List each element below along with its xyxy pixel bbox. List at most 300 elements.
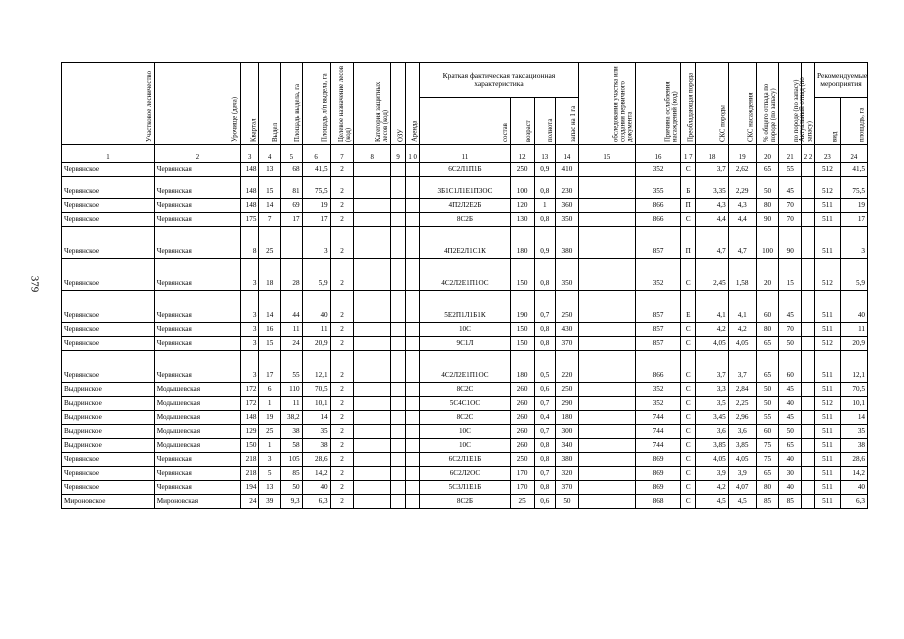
cell-sksn: 2,96 xyxy=(728,411,756,425)
column-number-row xyxy=(62,145,868,163)
cell-pr: 866 xyxy=(635,351,680,383)
cell-p21: 40 xyxy=(779,481,802,495)
cell-vid: 511 xyxy=(814,411,840,425)
cell-ur: Модышевская xyxy=(154,397,240,411)
cell-empty xyxy=(391,397,406,411)
table-row xyxy=(62,495,868,509)
cell-empty xyxy=(354,323,391,337)
column-number-cell: 16 xyxy=(635,145,680,163)
cell-vd: 1 xyxy=(259,397,281,411)
cell-vid: 511 xyxy=(814,227,840,259)
cell-vid: 512 xyxy=(814,177,840,199)
cell-pr: 352 xyxy=(635,397,680,411)
cell-sksp: 4,05 xyxy=(696,337,728,351)
cell-por: С xyxy=(681,351,696,383)
cell-pl: 0,8 xyxy=(534,177,556,199)
cell-empty xyxy=(391,291,406,323)
cell-empty xyxy=(354,199,391,213)
cell-vd: 13 xyxy=(259,481,281,495)
cell-ur: Червянская xyxy=(154,467,240,481)
cell-vz: 250 xyxy=(510,163,534,177)
cell-sksp: 3,85 xyxy=(696,439,728,453)
cell-p20: 50 xyxy=(756,397,779,411)
header-cell: вид xyxy=(814,98,840,145)
cell-p20: 80 xyxy=(756,323,779,337)
table-row xyxy=(62,383,868,397)
cell-empty xyxy=(354,439,391,453)
cell-empty xyxy=(802,259,815,291)
cell-les: Червянское xyxy=(62,259,155,291)
column-number-cell: 1 7 xyxy=(681,145,696,163)
cell-kv: 150 xyxy=(241,439,259,453)
column-number-cell: 4 xyxy=(259,145,281,163)
cell-sost: 4П2Л2Е2Б xyxy=(420,199,511,213)
cell-plg: 19 xyxy=(840,199,867,213)
cell-vid: 511 xyxy=(814,199,840,213)
cell-les: Червянское xyxy=(62,453,155,467)
cell-s: 44 xyxy=(281,291,303,323)
cell-pl: 0,7 xyxy=(534,467,556,481)
cell-plg: 11 xyxy=(840,323,867,337)
cell-sksp: 4,3 xyxy=(696,199,728,213)
cell-plg: 20,9 xyxy=(840,337,867,351)
cell-vz: 25 xyxy=(510,495,534,509)
cell-zp: 380 xyxy=(556,227,579,259)
column-number-cell: 8 xyxy=(354,145,391,163)
cell-vid: 512 xyxy=(814,337,840,351)
column-number-cell: 12 xyxy=(510,145,534,163)
cell-empty xyxy=(406,351,420,383)
cell-p21: 40 xyxy=(779,453,802,467)
cell-empty xyxy=(802,411,815,425)
column-number-cell: 5 xyxy=(281,145,303,163)
cell-p21: 45 xyxy=(779,383,802,397)
cell-por: С xyxy=(681,481,696,495)
cell-por: С xyxy=(681,213,696,227)
cell-kv: 172 xyxy=(241,397,259,411)
cell-zp: 230 xyxy=(556,177,579,199)
cell-s: 11 xyxy=(281,397,303,411)
column-number-cell: 15 xyxy=(578,145,635,163)
cell-pr: 744 xyxy=(635,439,680,453)
cell-sp: 38 xyxy=(302,439,330,453)
cell-kv: 218 xyxy=(241,467,259,481)
cell-empty xyxy=(391,177,406,199)
cell-les: Червянское xyxy=(62,163,155,177)
cell-les: Червянское xyxy=(62,481,155,495)
header-cell: полнота xyxy=(534,98,556,145)
cell-kv: 3 xyxy=(241,291,259,323)
cell-sost: 10С xyxy=(420,425,511,439)
cell-vid: 511 xyxy=(814,323,840,337)
cell-kv: 3 xyxy=(241,259,259,291)
cell-s: 38,2 xyxy=(281,411,303,425)
table-header xyxy=(62,63,868,163)
cell-sp: 28,6 xyxy=(302,453,330,467)
cell-empty xyxy=(354,259,391,291)
cell-vd: 18 xyxy=(259,259,281,291)
cell-sost: 10С xyxy=(420,439,511,453)
cell-vd: 3 xyxy=(259,453,281,467)
table-row xyxy=(62,213,868,227)
table-row xyxy=(62,397,868,411)
cell-sksp: 4,5 xyxy=(696,495,728,509)
cell-vid: 511 xyxy=(814,351,840,383)
cell-cn: 2 xyxy=(330,337,354,351)
cell-kv: 172 xyxy=(241,383,259,397)
cell-s: 17 xyxy=(281,213,303,227)
cell-empty xyxy=(391,439,406,453)
cell-kv: 8 xyxy=(241,227,259,259)
cell-ur: Червянская xyxy=(154,337,240,351)
table-row xyxy=(62,467,868,481)
cell-sp: 6,3 xyxy=(302,495,330,509)
header-cell: Выдел xyxy=(259,63,281,145)
cell-empty xyxy=(391,351,406,383)
cell-kv: 3 xyxy=(241,323,259,337)
cell-empty xyxy=(578,425,635,439)
cell-cn: 2 xyxy=(330,467,354,481)
cell-empty xyxy=(578,213,635,227)
cell-sksn: 3,6 xyxy=(728,425,756,439)
table-row xyxy=(62,337,868,351)
cell-vd: 19 xyxy=(259,411,281,425)
cell-sksn: 4,4 xyxy=(728,213,756,227)
cell-empty xyxy=(391,337,406,351)
cell-vd: 14 xyxy=(259,199,281,213)
cell-vz: 260 xyxy=(510,411,534,425)
cell-pr: 869 xyxy=(635,453,680,467)
header-cell: Категория защитных лесов (код) xyxy=(354,63,391,145)
cell-s: 58 xyxy=(281,439,303,453)
cell-cn: 2 xyxy=(330,213,354,227)
cell-p21: 70 xyxy=(779,323,802,337)
cell-vd: 25 xyxy=(259,425,281,439)
cell-p21: 55 xyxy=(779,163,802,177)
cell-sksp: 3,5 xyxy=(696,397,728,411)
cell-empty xyxy=(354,163,391,177)
cell-les: Выдринское xyxy=(62,425,155,439)
cell-empty xyxy=(406,291,420,323)
cell-sp: 40 xyxy=(302,291,330,323)
column-number-cell: 24 xyxy=(840,145,867,163)
cell-empty xyxy=(354,397,391,411)
cell-por: С xyxy=(681,467,696,481)
cell-sksn: 3,9 xyxy=(728,467,756,481)
cell-pl: 0,8 xyxy=(534,259,556,291)
column-number-cell: 1 xyxy=(62,145,155,163)
cell-sksn: 4,05 xyxy=(728,337,756,351)
table-row xyxy=(62,425,868,439)
cell-vd: 39 xyxy=(259,495,281,509)
cell-sp: 70,5 xyxy=(302,383,330,397)
cell-pr: 857 xyxy=(635,323,680,337)
cell-empty xyxy=(354,383,391,397)
cell-sksp: 4,1 xyxy=(696,291,728,323)
cell-sksp: 3,6 xyxy=(696,425,728,439)
cell-sksn: 2,84 xyxy=(728,383,756,397)
cell-empty xyxy=(802,495,815,509)
cell-vz: 260 xyxy=(510,425,534,439)
cell-empty xyxy=(406,439,420,453)
cell-zp: 370 xyxy=(556,337,579,351)
cell-sksn: 4,05 xyxy=(728,453,756,467)
header-cell: по породе (по запасу) xyxy=(779,63,802,145)
cell-empty xyxy=(391,199,406,213)
cell-sp: 20,9 xyxy=(302,337,330,351)
cell-cn: 2 xyxy=(330,411,354,425)
cell-empty xyxy=(391,383,406,397)
page-number: 379 xyxy=(28,275,41,293)
cell-empty xyxy=(406,213,420,227)
cell-sksn: 2,62 xyxy=(728,163,756,177)
cell-zp: 290 xyxy=(556,397,579,411)
column-number-cell: 2 2 xyxy=(802,145,815,163)
cell-sksn: 4,7 xyxy=(728,227,756,259)
cell-p21: 45 xyxy=(779,177,802,199)
cell-vid: 511 xyxy=(814,453,840,467)
cell-empty xyxy=(802,383,815,397)
cell-vid: 511 xyxy=(814,439,840,453)
cell-kv: 24 xyxy=(241,495,259,509)
cell-sp: 41,5 xyxy=(302,163,330,177)
cell-sksp: 2,45 xyxy=(696,259,728,291)
cell-pl: 0,5 xyxy=(534,351,556,383)
cell-plg: 38 xyxy=(840,439,867,453)
cell-p20: 50 xyxy=(756,177,779,199)
column-number-cell: 18 xyxy=(696,145,728,163)
cell-zp: 340 xyxy=(556,439,579,453)
column-number-cell: 11 xyxy=(420,145,511,163)
forest-sanitary-table xyxy=(61,62,868,509)
cell-plg: 3 xyxy=(840,227,867,259)
cell-ur: Червянская xyxy=(154,259,240,291)
cell-sp: 14,2 xyxy=(302,467,330,481)
cell-zp: 350 xyxy=(556,259,579,291)
header-cell: СКС насаждения xyxy=(728,63,756,145)
cell-vz: 250 xyxy=(510,453,534,467)
cell-les: Червянское xyxy=(62,337,155,351)
cell-zp: 250 xyxy=(556,291,579,323)
cell-pr: 866 xyxy=(635,213,680,227)
cell-sksp: 3,7 xyxy=(696,351,728,383)
cell-p21: 85 xyxy=(779,495,802,509)
cell-zp: 370 xyxy=(556,481,579,495)
header-cell: Преобладающая порода xyxy=(681,63,696,145)
header-cell: возраст xyxy=(510,98,534,145)
cell-kv: 194 xyxy=(241,481,259,495)
cell-vd: 17 xyxy=(259,351,281,383)
cell-zp: 360 xyxy=(556,199,579,213)
cell-empty xyxy=(391,411,406,425)
cell-p21: 70 xyxy=(779,199,802,213)
cell-empty xyxy=(578,411,635,425)
cell-p21: 40 xyxy=(779,397,802,411)
cell-sksn: 4,1 xyxy=(728,291,756,323)
cell-ur: Модышевская xyxy=(154,425,240,439)
cell-s: 28 xyxy=(281,259,303,291)
cell-sp: 35 xyxy=(302,425,330,439)
cell-cn: 2 xyxy=(330,453,354,467)
cell-sksn: 3,85 xyxy=(728,439,756,453)
cell-por: С xyxy=(681,453,696,467)
column-number-cell: 9 xyxy=(391,145,406,163)
cell-sp: 40 xyxy=(302,481,330,495)
cell-empty xyxy=(578,453,635,467)
cell-sksp: 3,45 xyxy=(696,411,728,425)
cell-p21: 65 xyxy=(779,439,802,453)
cell-cn: 2 xyxy=(330,397,354,411)
cell-empty xyxy=(578,383,635,397)
cell-vd: 1 xyxy=(259,439,281,453)
cell-pr: 744 xyxy=(635,411,680,425)
cell-empty xyxy=(406,397,420,411)
cell-vz: 120 xyxy=(510,199,534,213)
cell-empty xyxy=(578,199,635,213)
header-cell: Причина ослабления насаждений (код) xyxy=(635,63,680,145)
column-number-cell: 19 xyxy=(728,145,756,163)
table-row xyxy=(62,259,868,291)
cell-vd: 25 xyxy=(259,227,281,259)
cell-empty xyxy=(802,199,815,213)
cell-p21: 70 xyxy=(779,213,802,227)
cell-ur: Модышевская xyxy=(154,411,240,425)
cell-vz: 170 xyxy=(510,467,534,481)
cell-empty xyxy=(406,411,420,425)
cell-les: Червянское xyxy=(62,177,155,199)
cell-zp: 180 xyxy=(556,411,579,425)
cell-vid: 511 xyxy=(814,383,840,397)
header-cell: состав xyxy=(420,98,511,145)
cell-vd: 15 xyxy=(259,177,281,199)
cell-empty xyxy=(406,495,420,509)
cell-cn: 2 xyxy=(330,323,354,337)
cell-empty xyxy=(406,323,420,337)
cell-empty xyxy=(578,177,635,199)
cell-vid: 511 xyxy=(814,213,840,227)
cell-ur: Мироновская xyxy=(154,495,240,509)
cell-pr: 352 xyxy=(635,383,680,397)
cell-sksp: 4,05 xyxy=(696,453,728,467)
cell-pl: 0,8 xyxy=(534,337,556,351)
cell-empty xyxy=(391,163,406,177)
cell-p20: 55 xyxy=(756,411,779,425)
column-number-cell: 14 xyxy=(556,145,579,163)
column-number-cell: 13 xyxy=(534,145,556,163)
cell-cn: 2 xyxy=(330,177,354,199)
cell-pl: 1 xyxy=(534,199,556,213)
cell-empty xyxy=(802,323,815,337)
cell-empty xyxy=(391,323,406,337)
cell-p20: 65 xyxy=(756,467,779,481)
cell-pr: 355 xyxy=(635,177,680,199)
cell-sost: 8С2Б xyxy=(420,495,511,509)
cell-sksn: 4,3 xyxy=(728,199,756,213)
cell-s: 69 xyxy=(281,199,303,213)
cell-p20: 80 xyxy=(756,199,779,213)
cell-les: Выдринское xyxy=(62,397,155,411)
cell-cn: 2 xyxy=(330,163,354,177)
cell-sost: 10С xyxy=(420,323,511,337)
header-cell: ОЗУ xyxy=(391,63,406,145)
cell-plg: 10,1 xyxy=(840,397,867,411)
cell-cn: 2 xyxy=(330,481,354,495)
cell-sp: 10,1 xyxy=(302,397,330,411)
header-cell: Урочище (дача) xyxy=(154,63,240,145)
cell-empty xyxy=(406,177,420,199)
header-group-taxation: Краткая фактическая таксационная характеристика xyxy=(420,63,579,98)
cell-empty xyxy=(406,227,420,259)
cell-plg: 17 xyxy=(840,213,867,227)
cell-sksn: 3,7 xyxy=(728,351,756,383)
cell-plg: 41,5 xyxy=(840,163,867,177)
cell-empty xyxy=(802,397,815,411)
cell-empty xyxy=(802,177,815,199)
cell-vz: 260 xyxy=(510,439,534,453)
cell-p21: 45 xyxy=(779,291,802,323)
cell-vd: 5 xyxy=(259,467,281,481)
cell-pl: 0,8 xyxy=(534,439,556,453)
cell-vid: 512 xyxy=(814,397,840,411)
cell-empty xyxy=(802,439,815,453)
cell-empty xyxy=(354,351,391,383)
cell-empty xyxy=(578,397,635,411)
cell-por: С xyxy=(681,439,696,453)
table-row xyxy=(62,453,868,467)
cell-pr: 869 xyxy=(635,467,680,481)
cell-vd: 6 xyxy=(259,383,281,397)
cell-empty xyxy=(802,425,815,439)
cell-plg: 6,3 xyxy=(840,495,867,509)
cell-p20: 75 xyxy=(756,453,779,467)
cell-ur: Червянская xyxy=(154,163,240,177)
cell-empty xyxy=(406,467,420,481)
column-number-cell: 1 0 xyxy=(406,145,420,163)
cell-les: Выдринское xyxy=(62,383,155,397)
cell-vid: 511 xyxy=(814,291,840,323)
cell-pl: 0,8 xyxy=(534,213,556,227)
cell-les: Червянское xyxy=(62,323,155,337)
cell-les: Червянское xyxy=(62,467,155,481)
cell-vz: 180 xyxy=(510,227,534,259)
cell-pl: 0,8 xyxy=(534,481,556,495)
cell-vid: 511 xyxy=(814,481,840,495)
cell-pr: 352 xyxy=(635,163,680,177)
cell-empty xyxy=(802,337,815,351)
cell-por: Е xyxy=(681,291,696,323)
cell-sost: 3Б1С1Л1Е1П3ОС xyxy=(420,177,511,199)
cell-sp: 5,9 xyxy=(302,259,330,291)
cell-empty xyxy=(406,481,420,495)
table-row xyxy=(62,199,868,213)
cell-cn: 2 xyxy=(330,227,354,259)
cell-cn: 2 xyxy=(330,199,354,213)
cell-vz: 170 xyxy=(510,481,534,495)
cell-ur: Червянская xyxy=(154,323,240,337)
cell-plg: 40 xyxy=(840,481,867,495)
cell-p21: 50 xyxy=(779,425,802,439)
cell-s: 85 xyxy=(281,467,303,481)
table-row xyxy=(62,481,868,495)
cell-pr: 352 xyxy=(635,259,680,291)
cell-vd: 13 xyxy=(259,163,281,177)
cell-cn: 2 xyxy=(330,259,354,291)
cell-sost: 6С2Л1П1Б xyxy=(420,163,511,177)
cell-les: Червянское xyxy=(62,351,155,383)
cell-les: Червянское xyxy=(62,199,155,213)
cell-ur: Модышевская xyxy=(154,439,240,453)
cell-zp: 350 xyxy=(556,213,579,227)
